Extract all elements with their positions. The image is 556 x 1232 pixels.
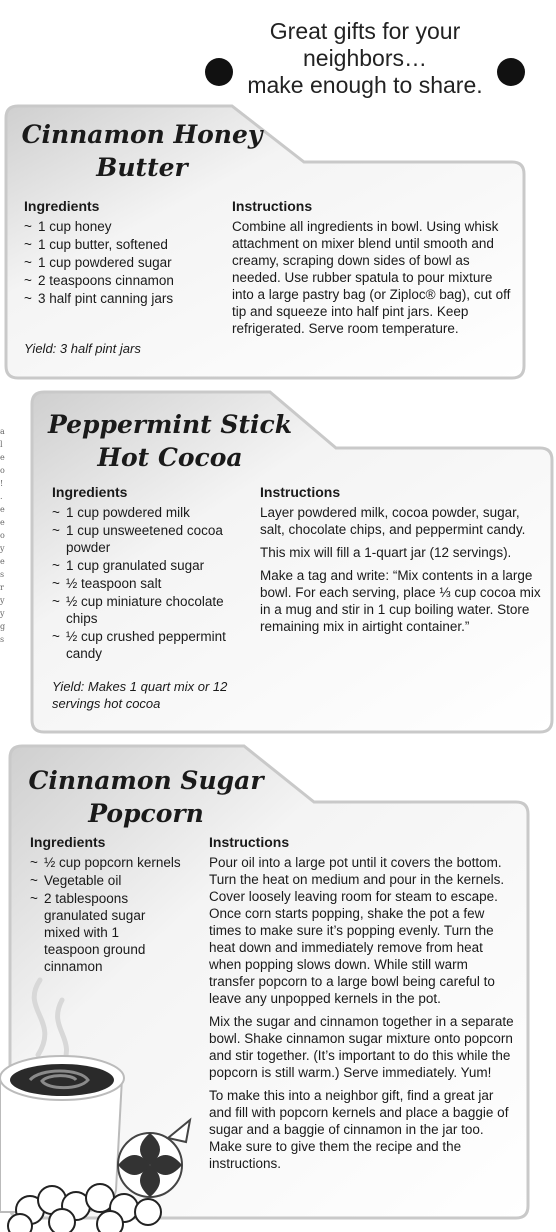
instruction-paragraph: Layer powdered milk, cocoa powder, sugar, salt, chocolate chips, and peppermint candy.	[260, 505, 526, 537]
ingredient-item: ~ ½ cup popcorn kernels	[30, 854, 200, 871]
ingredients-list	[52, 504, 234, 662]
instruction-paragraph: Mix the sugar and cinnamon together in a separate bowl. Shake cinnamon sugar mixture onto popcorn and stir together. (It’s important to do this while the popcorn is still warm.) Serve immediately. Yum!	[209, 1014, 514, 1080]
bullet-dot-icon	[497, 58, 525, 86]
bullet-dot-icon	[205, 58, 233, 86]
ingredients-heading: Ingredients	[24, 198, 100, 214]
instruction-paragraph: Combine all ingredients in bowl. Using whisk attachment on mixer blend until smooth and creamy, scraping down sides of bowl as needed. Use rubber spatula to pour mixture into a large pastry bag (or Ziploc® bag), cut off tip and squeeze into half pint jars. Keep refrigerated. Serve room temperature.	[232, 219, 511, 336]
ingredients-section	[52, 484, 234, 663]
instructions-section	[260, 484, 542, 641]
ingredient-item: ~ 1 cup butter, softened	[24, 236, 224, 253]
tagline: Great gifts for your neighbors… make enough to share.	[247, 18, 483, 98]
recipe-title: Cinnamon Sugar Popcorn	[28, 766, 264, 828]
ingredients-section	[30, 834, 200, 976]
ingredient-item: ~ ½ cup crushed peppermint candy	[52, 628, 234, 662]
ingredient-item: ~ 3 half pint canning jars	[24, 290, 224, 307]
ingredient-item: ~ 2 tablespoons granulated sugar mixed with 1 teaspoon ground cinnamon	[30, 890, 164, 975]
instructions-section	[232, 198, 512, 343]
instructions-section	[209, 834, 517, 1178]
ingredient-item: ~ 1 cup honey	[24, 218, 224, 235]
ingredient-item: ~ 1 cup powdered sugar	[24, 254, 224, 271]
header	[205, 16, 525, 106]
mug-and-popcorn-illustration	[0, 960, 200, 1232]
instructions-heading: Instructions	[232, 198, 313, 214]
instruction-paragraph: Make a tag and write: “Mix contents in a large bowl. For each serving, place ⅓ cup cocoa mix in a mug and stir in 1 cup boiling water. Store remaining mix in airtight container.”	[260, 568, 541, 634]
instruction-paragraph: This mix will fill a 1-quart jar (12 servings).	[260, 545, 512, 560]
ingredient-item: ~ ½ cup miniature chocolate chips	[52, 593, 234, 627]
instruction-paragraph: Pour oil into a large pot until it covers the bottom. Turn the heat on medium and pour in the kernels. Cover loosely leaving room for steam to escape. Once corn starts popping, shake the pot a few times to make sure it’s popping evenly. Turn the heat down and immediately remove from heat when popping slows down. While still warm transfer popcorn to a large bowl being careful to leave any unpopped kernels in the pot.	[209, 855, 505, 1006]
ingredients-heading: Ingredients	[52, 484, 128, 500]
recipe-title: Cinnamon Honey Butter	[21, 120, 263, 182]
ingredient-item: ~ ½ teaspoon salt	[52, 575, 234, 592]
recipe-card-peppermint-stick-hot-cocoa	[30, 390, 554, 734]
recipe-title: Peppermint Stick Hot Cocoa	[47, 410, 293, 472]
cropped-edge-text: a l e o ! . e e o y e s r y y g s	[0, 427, 6, 644]
ingredient-item: ~ 1 cup granulated sugar	[52, 557, 234, 574]
ingredient-item: ~ 2 teaspoons cinnamon	[24, 272, 224, 289]
ingredient-item: ~ 1 cup unsweetened cocoa powder	[52, 522, 234, 556]
yield-text: Yield: Makes 1 quart mix or 12 servings hot cocoa	[52, 679, 228, 711]
ingredients-section	[24, 198, 224, 308]
instruction-paragraph: To make this into a neighbor gift, find a great jar and fill with popcorn kernels and place a baggie of sugar and a baggie of cinnamon in the jar too. Make sure to give them the recipe and the instructions.	[209, 1088, 509, 1171]
instructions-heading: Instructions	[260, 484, 341, 500]
ingredients-list	[24, 218, 224, 307]
recipe-card-cinnamon-honey-butter	[4, 104, 526, 380]
ingredient-item: ~ 1 cup powdered milk	[52, 504, 234, 521]
peppermint-candy-icon	[118, 1120, 190, 1197]
ingredient-item: ~ Vegetable oil	[30, 872, 200, 889]
ingredients-heading: Ingredients	[30, 834, 106, 850]
instructions-heading: Instructions	[209, 834, 290, 850]
yield-text: Yield: 3 half pint jars	[24, 341, 141, 356]
ingredients-list	[30, 854, 200, 975]
